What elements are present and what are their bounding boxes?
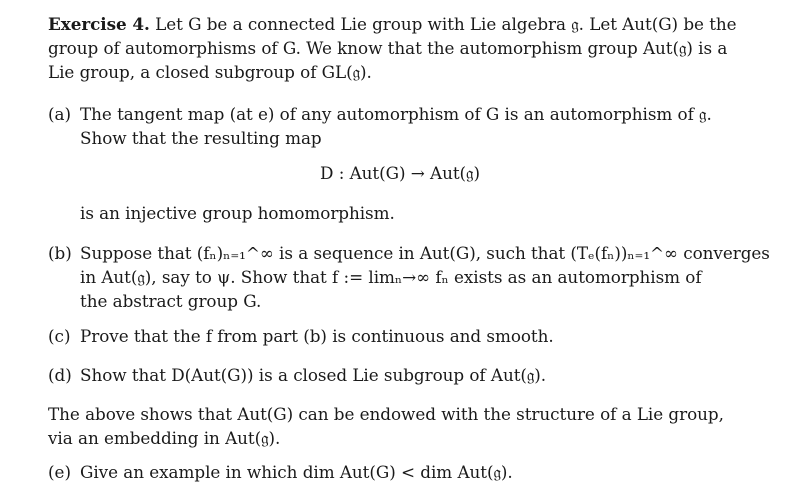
intro-line-3: Lie group, a closed subgroup of GL(𝔤).	[48, 62, 372, 82]
intro-text-1: Let G be a connected Lie group with Lie algebra 𝔤. Let Aut(G) be the	[155, 14, 737, 34]
part-c-line-1: Prove that the f from part (b) is continuous and smooth.	[80, 326, 554, 346]
part-a-label: (a)	[48, 104, 72, 124]
part-b-line-1: Suppose that (fₙ)ₙ₌₁^∞ is a sequence in Aut(G), such that (Tₑ(fₙ))ₙ₌₁^∞ converges	[80, 243, 770, 263]
intro-line-1	[48, 14, 737, 34]
part-a-display-equation: D : Aut(G) → Aut(𝔤)	[320, 163, 480, 183]
part-b-label: (b)	[48, 243, 72, 263]
part-c-label: (c)	[48, 326, 71, 346]
part-a-line-2: Show that the resulting map	[80, 128, 322, 148]
intro-line-2: group of automorphisms of G. We know that the automorphism group Aut(𝔤) is a	[48, 38, 728, 58]
remark-line-2: via an embedding in Aut(𝔤).	[48, 428, 281, 448]
part-d-line-1: Show that D(Aut(G)) is a closed Lie subgroup of Aut(𝔤).	[80, 365, 547, 385]
remark-line-1: The above shows that Aut(G) can be endowed with the structure of a Lie group,	[48, 404, 724, 424]
exercise-title: Exercise 4.	[48, 14, 150, 34]
part-d-label: (d)	[48, 365, 72, 385]
part-a-line-3: is an injective group homomorphism.	[80, 203, 395, 223]
part-e-label: (e)	[48, 462, 72, 482]
part-a-line-1: The tangent map (at e) of any automorphism of G is an automorphism of 𝔤.	[80, 104, 712, 124]
part-e-line-1: Give an example in which dim Aut(G) < dim Aut(𝔤).	[80, 462, 513, 482]
part-b-line-2: in Aut(𝔤), say to ψ. Show that f := limₙ→∞ fₙ exists as an automorphism of	[80, 267, 702, 287]
part-b-line-3: the abstract group G.	[80, 291, 262, 311]
